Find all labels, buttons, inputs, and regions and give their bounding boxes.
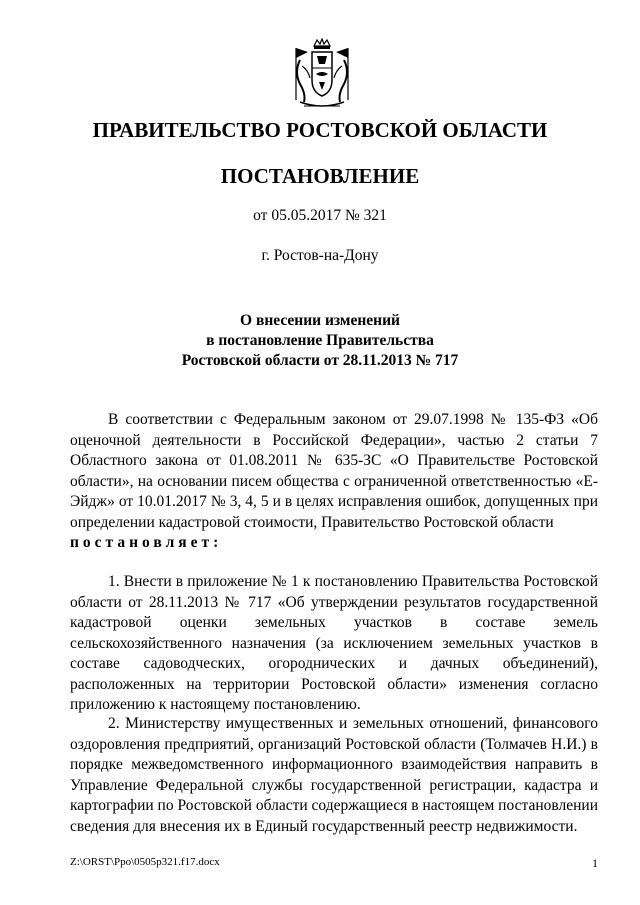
coat-of-arms-icon (290, 38, 354, 112)
subject-line-3: Ростовской области от 28.11.2013 № 717 (181, 352, 459, 369)
document-subject (0, 311, 640, 371)
item-1-paragraph: 1. Внести в приложение № 1 к постановлению Правительства Ростовской области от 28.11.2013 № 717 «Об утверждении результатов государственной кадастровой оценки земельных участков в составе земель сельскохозяйственного назначения (за исключением земельных участков в составе садоводческих, огороднических и дачных объединений), расположенных на территории Ростовской области» изменения согласно приложению к настоящему постановлению. (70, 573, 598, 713)
file-path: Z:\ORST\Ppo\0505p321.f17.docx (70, 856, 220, 868)
preamble-paragraph: В соответствии с Федеральным законом от 29.07.1998 № 135-ФЗ «Об оценочной деятельности в Российской Федерации», частью 2 статьи 7 Областного закона от 01.08.2011 № 635-ЗС «О Правительстве Ростовской области», на основании писем общества с ограниченной ответственностью «Е-Эйдж» от 10.01.2017 № 3, 4, 5 и в целях исправления ошибок, допущенных при определении кадастровой стоимости, Правительство Ростовской области (70, 411, 598, 531)
date-and-number: от 05.05.2017 № 321 (253, 207, 387, 224)
subject-line-1: О внесении изменений (240, 312, 400, 329)
page-number: 1 (592, 856, 598, 870)
item-2-paragraph: 2. Министерству имущественных и земельных отношений, финансового оздоровления предприятий, организаций Ростовской области (Толмачев Н.И.) в порядке межведомственного информационного взаимодействия направить в Управление Федеральной службы государственной регистрации, кадастра и картографии по Ростовской области содержащиеся в настоящем постановлении сведения для внесения их в Единый государственный реестр недвижимости. (70, 715, 598, 835)
organization-title: ПРАВИТЕЛЬСТВО РОСТОВСКОЙ ОБЛАСТИ (92, 118, 548, 142)
document-type: ПОСТАНОВЛЕНИЕ (220, 164, 420, 188)
subject-line-2: в постановление Правительства (206, 332, 434, 349)
decree-word: постановляет: (70, 534, 223, 551)
city: г. Ростов-на-Дону (261, 247, 379, 264)
